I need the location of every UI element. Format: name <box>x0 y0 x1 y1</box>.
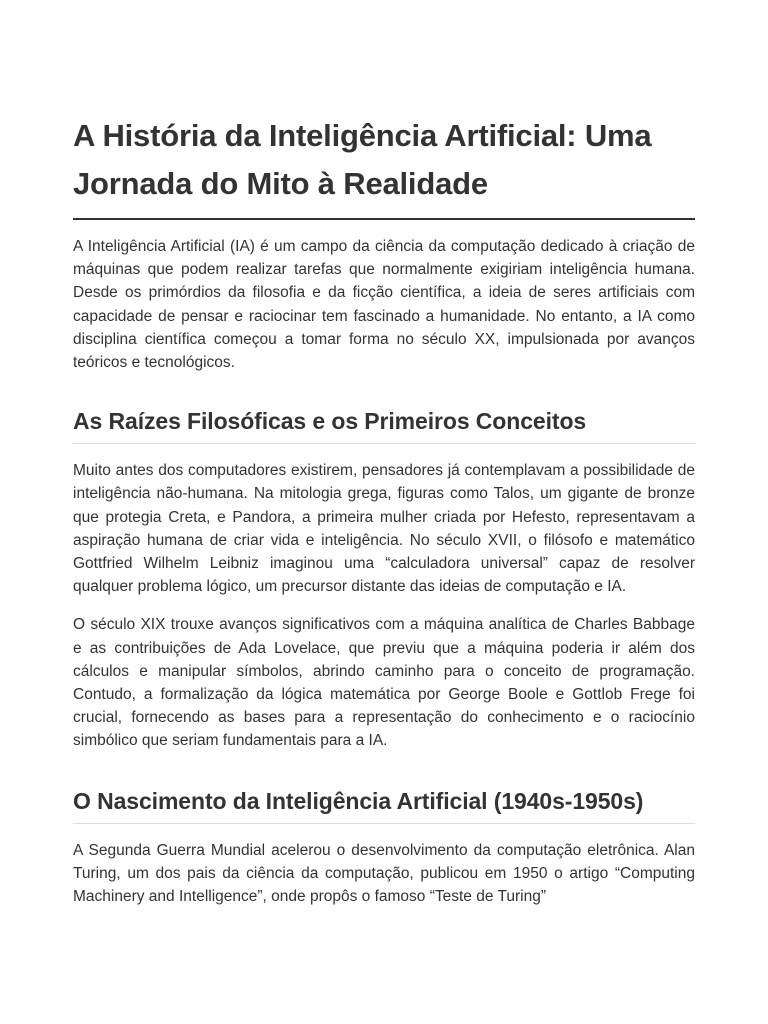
document-title: A História da Inteligência Artificial: Uma Jornada do Mito à Realidade <box>73 118 652 201</box>
section-heading-birth-of-ai: O Nascimento da Inteligência Artificial (1940s-1950s) <box>73 787 644 814</box>
section-paragraph: Muito antes dos computadores existirem, pensadores já contemplavam a possibilidade de inteligência não-humana. Na mitologia grega, figuras como Talos, um gigante de bronze que protegia Creta, e Pandora, a primeira mulher criada por Hefesto, representavam a aspiração humana de criar vida e inteligência. No século XVII, o filósofo e matemático Gottfried Wilhelm Leibniz imaginou uma “calculadora universal” capaz de resolver qualquer problema lógico, um precursor distante das ideias de computação e IA. <box>73 462 695 596</box>
section-paragraph: O século XIX trouxe avanços significativos com a máquina analítica de Charles Babbage e as contribuições de Ada Lovelace, que previu que a máquina poderia ir além dos cálculos e manipular símbolos, abrindo caminho para o conceito de programação. Contudo, a formalização da lógica matemática por George Boole e Gottlob Frege foi crucial, fornecendo as bases para a representação do conhecimento e o raciocínio simbólico que seriam fundamentais para a IA. <box>73 616 695 750</box>
title-divider <box>73 218 695 220</box>
section-divider <box>73 823 695 824</box>
document-page <box>73 112 695 908</box>
section-heading-philosophical-roots: As Raízes Filosóficas e os Primeiros Conceitos <box>73 408 587 435</box>
section-divider <box>73 443 695 444</box>
intro-paragraph: A Inteligência Artificial (IA) é um campo da ciência da computação dedicado à criação de máquinas que podem realizar tarefas que normalmente exigiriam inteligência humana. Desde os primórdios da filosofia e da ficção científica, a ideia de seres artificiais com capacidade de pensar e raciocinar tem fascinado a humanidade. No entanto, a IA como disciplina científica começou a tomar forma no século XX, impulsionada por avanços teóricos e tecnológicos. <box>73 238 695 372</box>
section-paragraph: A Segunda Guerra Mundial acelerou o desenvolvimento da computação eletrônica. Alan Turing, um dos pais da ciência da computação, publicou em 1950 o artigo “Computing Machinery and Intelligence”, onde propôs o famoso “Teste de Turing” <box>73 841 695 906</box>
